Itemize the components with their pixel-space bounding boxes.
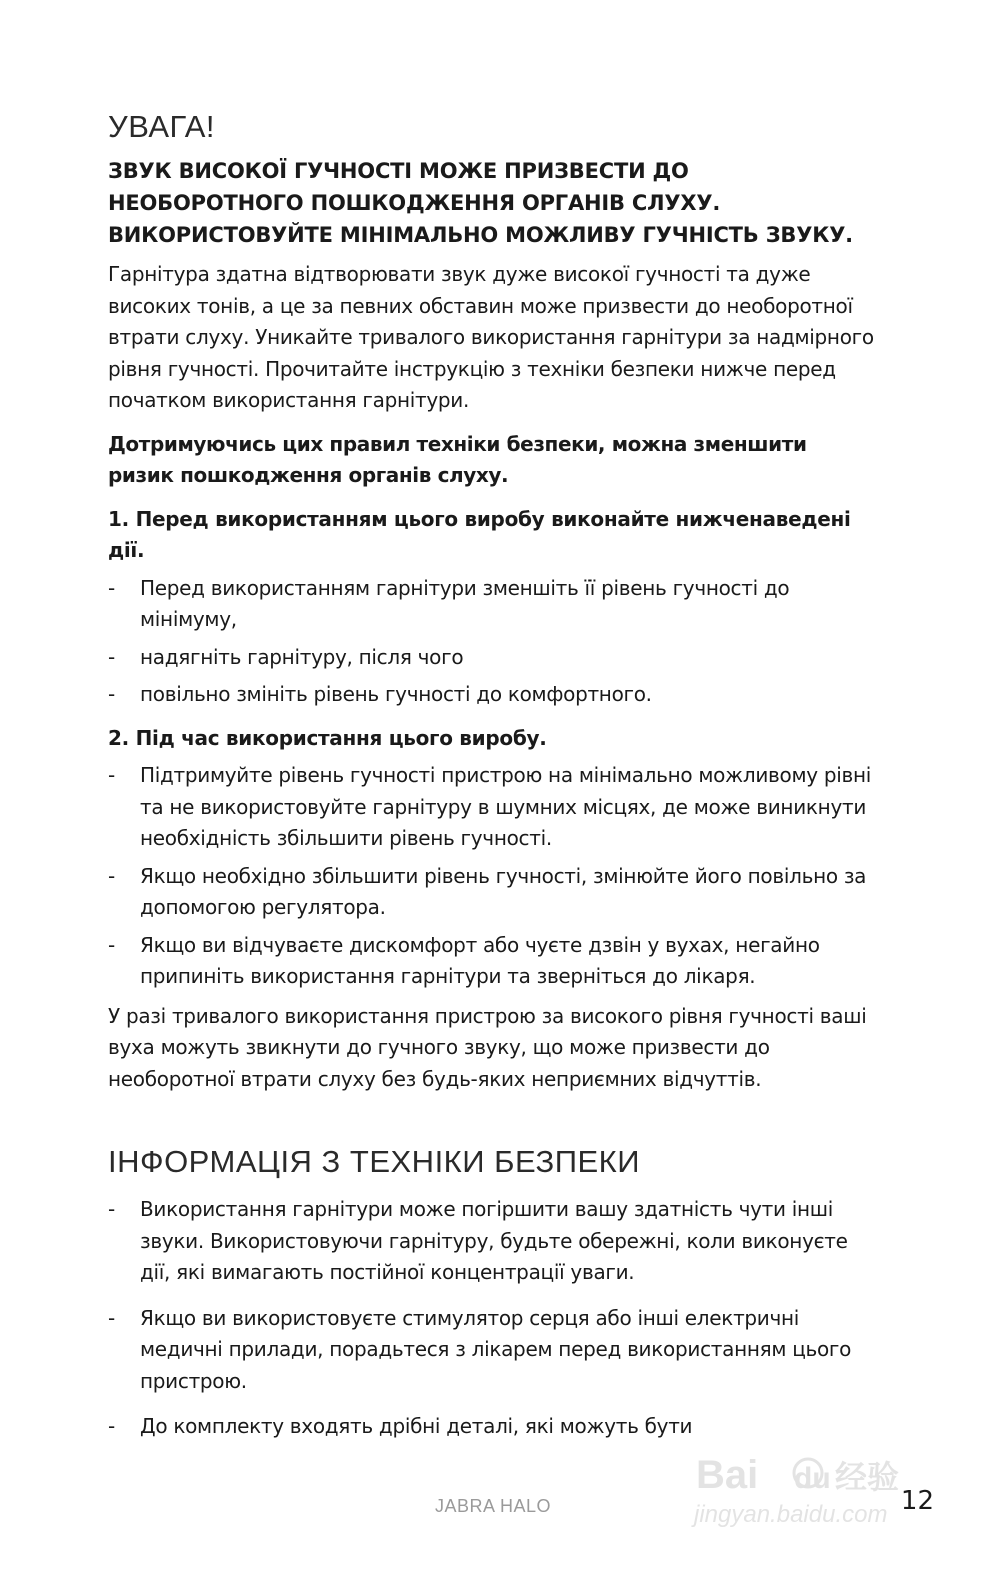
baidu-watermark [690,1440,920,1540]
manual-page [108,108,878,1449]
list-item-text: До комплекту входять дрібні деталі, які можуть бути [140,1414,693,1439]
list-item [108,642,878,674]
list-item-text: Підтримуйте рівень гучності пристрою на мінімально можливому рівні та не використовуйте гарнітуру в шумних місцях, де може виникнути необхідність збільшити рівень гучності. [140,763,871,851]
safety-section [108,1143,878,1443]
dash-bullet: - [108,682,115,707]
warning-bold-line: ВИКОРИСТОВУЙТЕ МІНІМАЛЬНО МОЖЛИВУ ГУЧНІСТЬ ЗВУКУ. [108,223,853,248]
dash-bullet: - [108,763,115,788]
list-item-text: Якщо ви використовуєте стимулятор серця або інші електричні медичні прилади, порадьтеся з лікарем перед використанням цього пристрою. [140,1305,852,1393]
watermark-du-text: du [794,1462,831,1495]
step2-title: 2. Під час використання цього виробу. [108,725,547,750]
list-item [108,760,878,855]
list-item [108,1411,878,1443]
list-item-text: повільно змініть рівень гучності до комфортного. [140,682,652,707]
dash-bullet: - [108,575,115,600]
dash-bullet: - [108,644,115,669]
paw-icon [794,1459,822,1487]
dash-bullet: - [108,1305,115,1330]
warning-bold-line: НЕОБОРОТНОГО ПОШКОДЖЕННЯ ОРГАНІВ СЛУХУ. [108,191,721,216]
dash-bullet: - [108,932,115,957]
step1-title: 1. Перед використанням цього виробу виконайте нижченаведені дії. [108,506,851,563]
list-item-text: Якщо ви відчуваєте дискомфорт або чуєте дзвін у вухах, негайно припиніть використання гарнітури та зверніться до лікаря. [140,932,820,989]
warning-intro: Гарнітура здатна відтворювати звук дуже високої гучності та дуже високих тонів, а це за певних обставин може призвести до необоротної втрати слуху. Уникайте тривалого використання гарнітури за надмірного рівня гучності. Прочитайте інструкцію з техніки безпеки нижче перед початком використання гарнітури. [108,262,874,413]
footer-brand: JABRA HALO [434,1496,552,1516]
dash-bullet: - [108,1414,115,1439]
dash-bullet: - [108,1197,115,1222]
safety-title: ІНФОРМАЦІЯ З ТЕХНІКИ БЕЗПЕКИ [108,1144,640,1180]
rules-intro: Дотримуючись цих правил техніки безпеки, можна зменшити ризик пошкодження органів слуху. [108,431,807,488]
list-item [108,1194,878,1289]
step2-list [108,760,878,993]
list-item [108,930,878,993]
step1-list [108,573,878,711]
list-item [108,573,878,636]
dash-bullet: - [108,863,115,888]
safety-list [108,1194,878,1443]
warning-closing: У разі тривалого використання пристрою за високого рівня гучності ваші вуха можуть звикнути до гучного звуку, що може призвести до необоротної втрати слуху без будь-яких неприємних відчуттів. [108,1003,867,1091]
warning-title: УВАГА! [108,109,216,144]
watermark-url-text: jingyan.baidu.com [694,1501,888,1528]
watermark-bai-text: Bai [696,1453,759,1497]
list-item [108,679,878,711]
list-item-text: Використання гарнітури може погіршити вашу здатність чути інші звуки. Використовуючи гарнітуру, будьте обережні, коли виконуєте дії, які вимагають постійної концентрації уваги. [140,1197,848,1285]
page-number: 12 [900,1486,934,1516]
list-item [108,861,878,924]
list-item-text: Перед використанням гарнітури зменшіть її рівень гучності до мінімуму, [140,575,790,632]
list-item-text: Якщо необхідно збільшити рівень гучності, змінюйте його повільно за допомогою регулятора. [140,863,867,920]
list-item [108,1303,878,1398]
warning-bold-line: ЗВУК ВИСОКОЇ ГУЧНОСТІ МОЖЕ ПРИЗВЕСТИ ДО [108,159,689,184]
watermark-jingyan-text: 经验 [835,1458,900,1496]
warning-bold-statement [108,155,878,251]
list-item-text: надягніть гарнітуру, після чого [140,644,464,669]
